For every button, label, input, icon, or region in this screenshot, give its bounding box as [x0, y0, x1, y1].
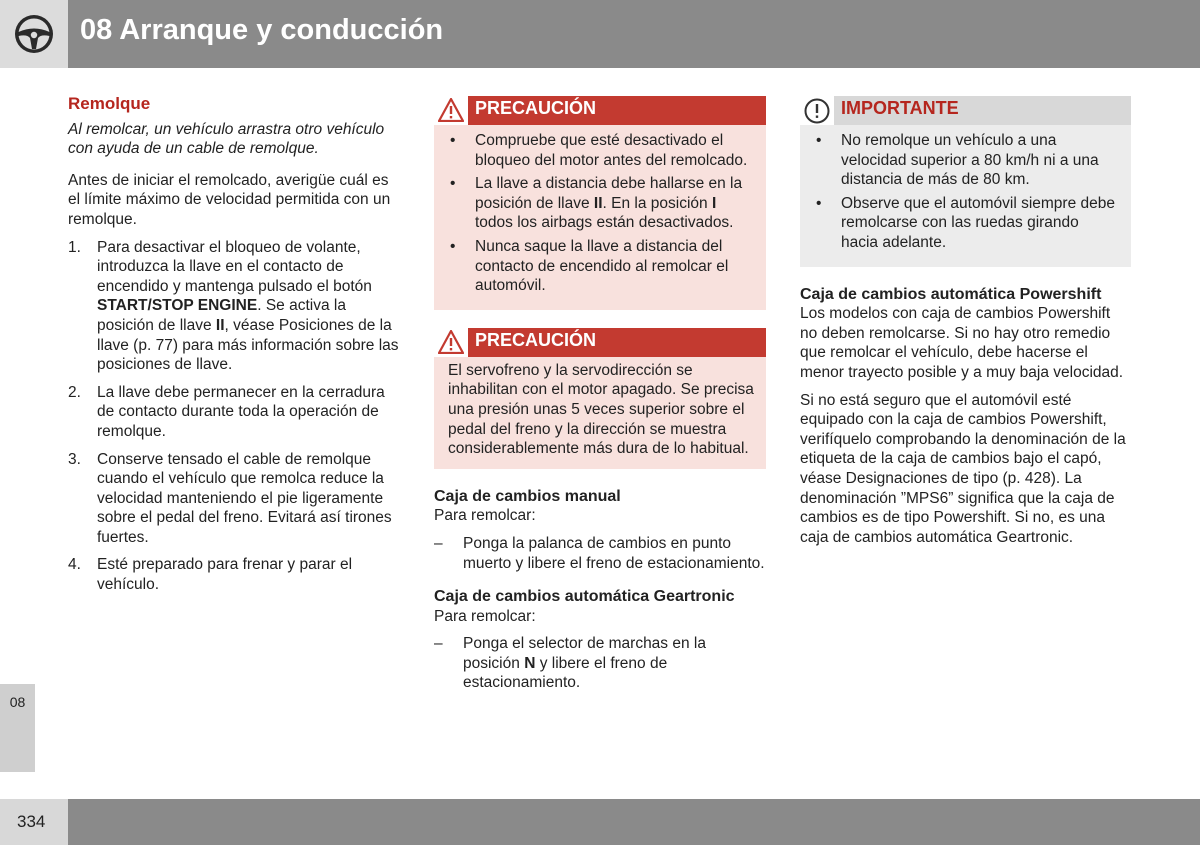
page-header	[0, 0, 1200, 68]
step-number: 4.	[68, 556, 81, 574]
text-run: y libere el freno de estacionamiento.	[463, 654, 668, 692]
list-item	[448, 174, 754, 233]
bold-text: II	[593, 194, 603, 212]
manual-steps	[434, 534, 766, 573]
step-text	[97, 556, 352, 593]
bold-text: N	[524, 654, 536, 672]
important-label: IMPORTANTE	[841, 98, 959, 118]
list-item	[68, 238, 400, 375]
list-item	[814, 131, 1119, 190]
text-run: Ponga la palanca de cambios en punto muerto y libere el freno de estacionamiento.	[463, 534, 765, 572]
bold-text: START/STOP ENGINE	[97, 297, 258, 315]
powershift-title: Caja de cambios automática Powershift	[800, 285, 1102, 303]
list-item	[68, 555, 400, 594]
caution-header	[434, 96, 766, 125]
exclamation-icon	[800, 96, 834, 125]
chapter-title: 08 Arranque y conducción	[80, 14, 444, 46]
powershift-para1: Los modelos con caja de cambios Powershift no deben remolcarse. Si no hay otro remedio que remolcar el vehículo, debe hacerse el menor trayecto posible y a muy baja velocidad.	[800, 305, 1124, 381]
bullet-text: No remolque un vehículo a una velocidad superior a 80 km/h ni a una distancia de más de 80 km.	[841, 132, 1099, 189]
chapter-tab: 08	[0, 684, 35, 772]
caution-body-2	[434, 357, 766, 469]
bullet: •	[450, 237, 456, 255]
column-important	[800, 96, 1131, 555]
steering-wheel-icon	[13, 13, 55, 55]
step-number: 1.	[68, 238, 81, 256]
important-box	[800, 96, 1131, 267]
bullet: •	[816, 194, 822, 212]
chapter-icon-box	[0, 0, 68, 68]
text-run: Ponga el selector de marchas en la posición	[463, 635, 706, 672]
list-item	[68, 383, 400, 442]
caution-label: PRECAUCIÓN	[475, 98, 597, 118]
text-run: Esté preparado para frenar y parar el vehículo.	[97, 556, 353, 594]
warning-triangle-icon	[434, 328, 468, 357]
text-run: Nunca saque la llave a distancia del contacto de encendido al remolcar el automóvil.	[475, 237, 729, 295]
manual-lead: Para remolcar:	[434, 507, 536, 525]
bold-text: II	[215, 316, 225, 334]
step-text	[97, 451, 392, 546]
step-number: 3.	[68, 450, 81, 468]
list-item	[814, 194, 1119, 253]
column-towing	[68, 94, 400, 603]
bullet: •	[816, 132, 822, 149]
bold-text: I	[711, 194, 717, 212]
bullet: •	[450, 132, 456, 149]
list-item: – Ponga el selector de marchas en la posición N y libere el freno de estacionamiento.	[434, 635, 706, 692]
caution-body	[434, 125, 766, 310]
text-run: La llave a distancia debe hallarse en la posición de llave	[475, 175, 743, 212]
geartronic-lead: Para remolcar:	[434, 607, 536, 625]
text-run: Compruebe que esté desactivado el bloqueo del motor antes del remolcado.	[475, 132, 748, 169]
step-text	[97, 239, 399, 374]
geartronic-steps	[434, 634, 766, 693]
text-run: . En la posición	[602, 194, 712, 212]
text-run: Conserve tensado el cable de remolque cuando el vehículo que remolca reduce la velocidad manteniendo el pie ligeramente sobre el pedal del freno. Evitará así tirones fuertes.	[97, 450, 392, 546]
caution-list	[448, 131, 754, 296]
important-header	[800, 96, 1131, 125]
caution-box	[434, 96, 766, 310]
geartronic-title: Caja de cambios automática Geartronic	[434, 588, 735, 606]
column-warnings	[434, 96, 766, 707]
list-item	[448, 237, 754, 296]
text-run: todos los airbags están desactivados.	[475, 214, 734, 232]
caution-text: El servofreno y la servodirección se inhabilitan con el motor apagado. Se precisa una presión unas 5 veces superior sobre el pedal del freno y la dirección se muestra considerablemente más dura de lo habitual.	[448, 361, 754, 458]
bullet-text	[475, 238, 728, 294]
powershift-para2: Si no está seguro que el automóvil esté equipado con la caja de cambios Powershift, verifíquelo comprobando la denominación de la etiqueta de la caja de cambios bajo el capó, véase Designaciones de tipo (p. 428). La denominación ”MPS6” significa que la caja de cambios es de tipo Powershift. Si no, es una caja de cambios automática Geartronic.	[800, 391, 1126, 546]
step-number: 2.	[68, 383, 81, 401]
list-item	[68, 450, 400, 548]
text-run: , véase Posiciones de la llave (p. 77) para más información sobre las posiciones de llave.	[97, 316, 399, 374]
intro-text: Al remolcar, un vehículo arrastra otro vehículo con ayuda de un cable de remolque.	[68, 120, 385, 158]
important-body	[800, 125, 1131, 267]
bullet: •	[450, 175, 456, 193]
section-title: Remolque	[68, 94, 151, 113]
manual-gearbox-title: Caja de cambios manual	[434, 487, 621, 505]
text-run: . Se activa la posición de llave	[97, 297, 346, 334]
bullet-text	[475, 175, 742, 231]
bullet-text	[475, 132, 747, 169]
steps-list	[68, 238, 400, 595]
caution-box-2	[434, 328, 766, 469]
text-run: La llave debe permanecer en la cerradura de contacto durante toda la operación de remolque.	[97, 383, 385, 440]
caution-header-2	[434, 328, 766, 357]
step-text	[97, 384, 385, 440]
page-number: 334	[17, 812, 46, 831]
caution-label-2: PRECAUCIÓN	[475, 329, 597, 350]
list-item: – Ponga la palanca de cambios en punto muerto y libere el freno de estacionamiento.	[434, 534, 765, 572]
body-paragraph: Antes de iniciar el remolcado, averigüe cuál es el límite máximo de velocidad permitida con un remolque.	[68, 171, 391, 228]
list-item	[448, 131, 754, 170]
text-run: Para desactivar el bloqueo de volante, introduzca la llave en el contacto de encendido y mantenga pulsado el botón	[97, 238, 372, 295]
warning-triangle-icon	[434, 96, 468, 125]
bullet-text: Observe que el automóvil siempre debe remolcarse con las ruedas girando hacia adelante.	[841, 194, 1115, 251]
footer-bar	[68, 799, 1200, 845]
important-list	[814, 131, 1119, 253]
